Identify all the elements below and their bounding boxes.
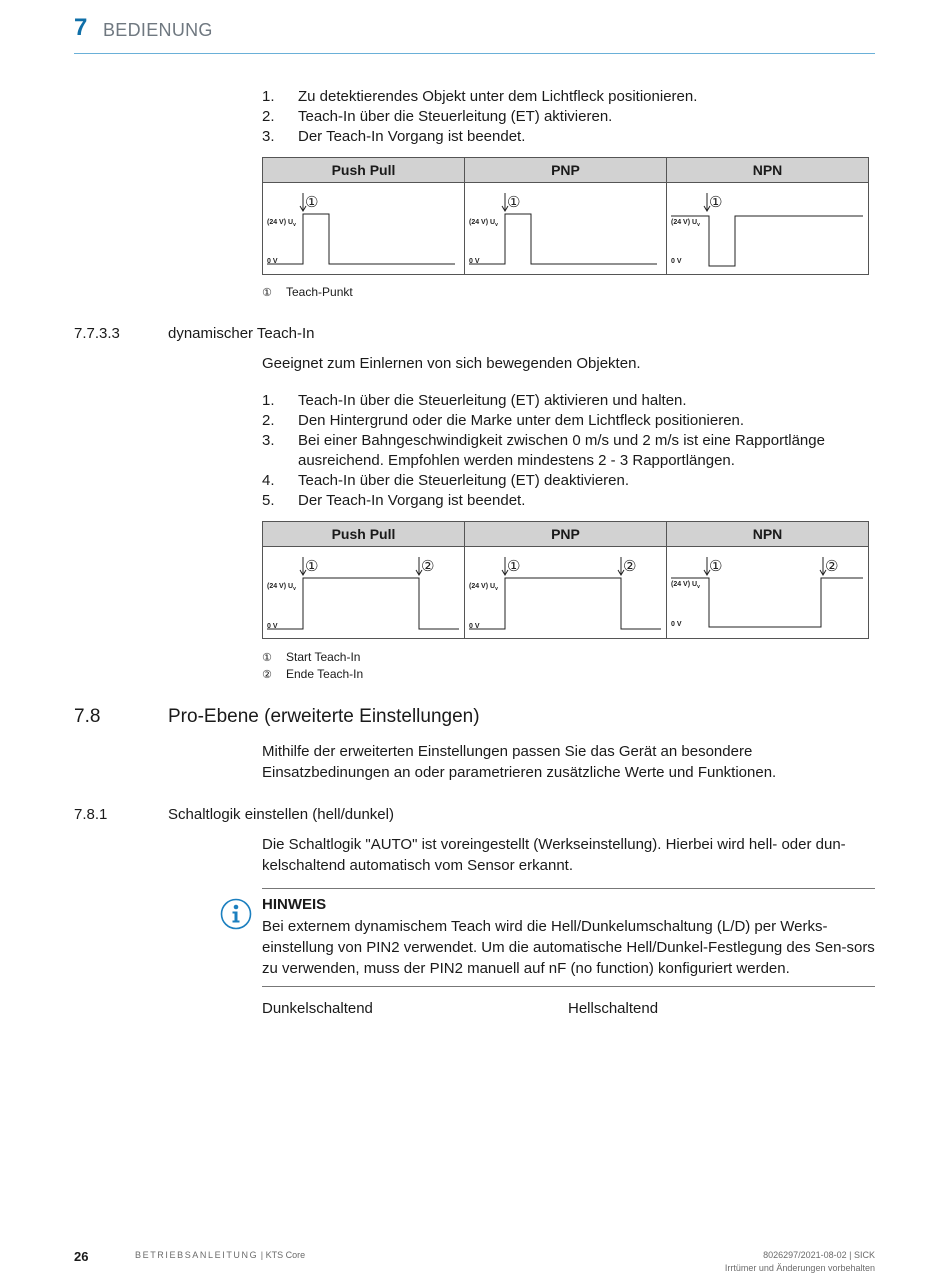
svg-text:①: ① xyxy=(709,193,723,211)
document-title: BETRIEBSANLEITUNG | KTS Core xyxy=(135,1250,306,1260)
chapter-title: BEDIENUNG xyxy=(103,20,213,40)
column-header: Push Pull xyxy=(263,522,465,547)
heading-title: Pro-Ebene (erweiterte Einstellungen) xyxy=(168,706,480,727)
svg-text:(24 V) Uv: (24 V) $U_v$ xyxy=(671,219,700,228)
mode-dark-label: Dunkelschaltend xyxy=(262,1000,373,1017)
list-item: 3. Bei einer Bahngeschwindigkeit zwischen 0 m/s und 2 m/s ist eine Rapportlänge ausreichend. Empfohlen werden mindestens 2 - 3 Rapportlängen. xyxy=(262,432,825,469)
signal-table-2 xyxy=(262,521,869,639)
svg-text:0 V: 0 V xyxy=(671,258,682,265)
svg-text:0 V: 0 V xyxy=(469,623,480,630)
svg-text:①: ① xyxy=(305,557,319,575)
svg-text:①: ① xyxy=(709,557,723,575)
svg-text:②: ② xyxy=(825,557,839,575)
column-header: NPN xyxy=(667,522,869,547)
svg-text:②: ② xyxy=(421,557,435,575)
list-item: 1. Zu detektierendes Objekt unter dem Lichtfleck positionieren. xyxy=(262,88,698,105)
svg-text:0 V: 0 V xyxy=(267,623,278,630)
note-heading: HINWEIS xyxy=(262,896,327,913)
heading-number: 7.8 xyxy=(74,706,101,727)
signal-diagram xyxy=(465,547,666,638)
list-item: 1. Teach-In über die Steuerleitung (ET) aktivieren und halten. xyxy=(262,392,687,409)
note-divider-top xyxy=(262,888,875,889)
signal-cell-npn xyxy=(667,547,869,639)
svg-text:0 V: 0 V xyxy=(671,621,682,628)
info-icon xyxy=(220,898,252,935)
section-text: Die Schaltlogik "AUTO" ist voreingestellt (Werkseinstellung). Hierbei wird hell- oder dun-kelschaltend automatisch vom Sensor erkannt. xyxy=(262,836,846,874)
signal-cell-npn xyxy=(667,183,869,275)
steps-list-1 xyxy=(262,87,697,147)
column-header: PNP xyxy=(465,158,667,183)
note-divider-bottom xyxy=(262,986,875,987)
section-title: Schaltlogik einstellen (hell/dunkel) xyxy=(168,806,394,823)
list-item: 5. Der Teach-In Vorgang ist beendet. xyxy=(262,492,526,509)
section-intro: Geeignet zum Einlernen von sich bewegenden Objekten. xyxy=(262,355,641,372)
signal-cell-pnp xyxy=(465,183,667,275)
svg-text:②: ② xyxy=(623,557,637,575)
signal-cell-pnp xyxy=(465,547,667,639)
section-title: dynamischer Teach-In xyxy=(168,325,315,342)
signal-diagram xyxy=(667,183,868,274)
signal-diagram xyxy=(263,183,464,274)
signal-cell-pushpull xyxy=(263,547,465,639)
svg-text:(24 V) Uv: (24 V) $U_v$ xyxy=(469,583,498,592)
signal-table-1 xyxy=(262,157,869,275)
svg-text:①: ① xyxy=(305,193,319,211)
svg-text:(24 V) Uv: (24 V) $U_v$ xyxy=(469,219,498,228)
steps-list-2 xyxy=(262,391,872,511)
chapter-number: 7 xyxy=(74,14,88,41)
header-divider xyxy=(74,53,875,54)
mode-light-label: Hellschaltend xyxy=(568,1000,659,1017)
list-item: 2. Den Hintergrund oder die Marke unter dem Lichtfleck positionieren. xyxy=(262,412,745,429)
svg-text:0 V: 0 V xyxy=(267,258,278,265)
note-text: Bei externem dynamischem Teach wird die Hell/Dunkelumschaltung (L/D) per Werks-einstellung von PIN2 verwendet. Um die automatische Hell/Dunkel-Festlegung des Sen-sors zu verwenden, muss der PIN2 manuell auf nF (no function) konfiguriert werden. xyxy=(262,918,875,977)
section-number: 7.8.1 xyxy=(74,806,108,823)
legend-item: ① Start Teach-In xyxy=(262,650,361,664)
signal-diagram xyxy=(263,547,464,638)
svg-text:0 V: 0 V xyxy=(469,258,480,265)
list-item: 2. Teach-In über die Steuerleitung (ET) aktivieren. xyxy=(262,108,613,125)
signal-cell-pushpull xyxy=(263,183,465,275)
column-header: Push Pull xyxy=(263,158,465,183)
svg-text:①: ① xyxy=(507,193,521,211)
page-number: 26 xyxy=(74,1249,89,1264)
section-text: Mithilfe der erweiterten Einstellungen passen Sie das Gerät an besondere Einsatzbedinungen an oder parametrieren zusätzliche Werte und Funktionen. xyxy=(262,743,777,781)
list-item: 4. Teach-In über die Steuerleitung (ET) deaktivieren. xyxy=(262,472,630,489)
document-reference: 8026297/2021-08-02 | SICK xyxy=(763,1250,875,1260)
signal-diagram xyxy=(667,547,868,638)
svg-text:(24 V) Uv: (24 V) $U_v$ xyxy=(671,581,700,590)
section-number: 7.7.3.3 xyxy=(74,325,120,342)
legend-item: ② Ende Teach-In xyxy=(262,667,364,681)
column-header: NPN xyxy=(667,158,869,183)
list-item: 3. Der Teach-In Vorgang ist beendet. xyxy=(262,128,526,145)
svg-text:①: ① xyxy=(507,557,521,575)
legend-2 xyxy=(262,649,363,683)
legend-item: ① Teach-Punkt xyxy=(262,285,353,299)
legend-1 xyxy=(262,284,353,301)
signal-diagram xyxy=(465,183,666,274)
svg-text:(24 V) Uv: (24 V) $U_v$ xyxy=(267,583,296,592)
column-header: PNP xyxy=(465,522,667,547)
svg-text:(24 V) Uv: (24 V) $U_v$ xyxy=(267,219,296,228)
disclaimer: Irrtümer und Änderungen vorbehalten xyxy=(724,1263,875,1273)
